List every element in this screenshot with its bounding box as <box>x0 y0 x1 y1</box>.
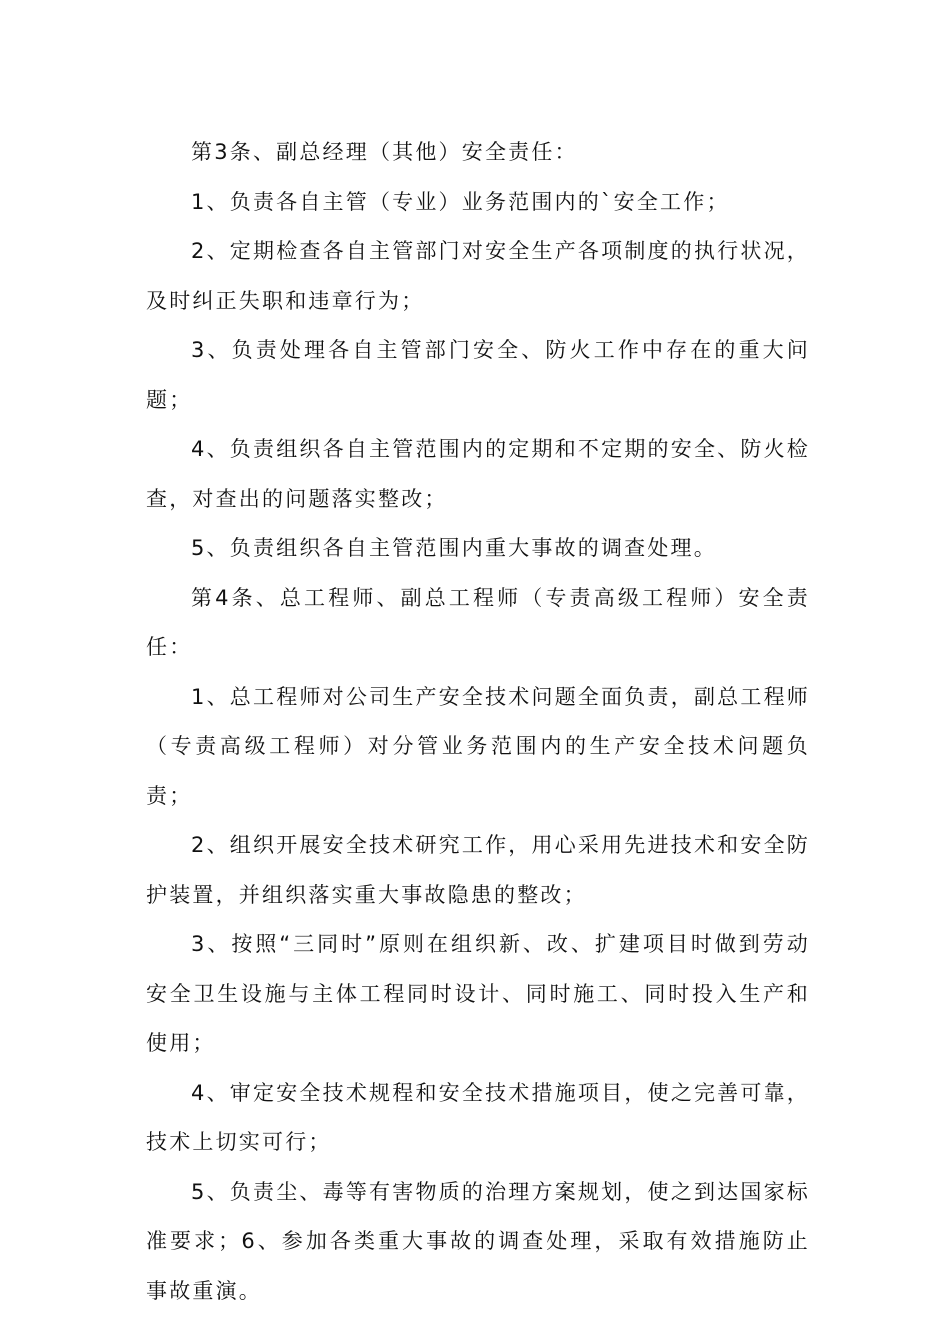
paragraph-article-3-item-4: 4、负责组织各自主管范围内的定期和不定期的安全、防火检查，对查出的问题落实整改； <box>146 437 810 511</box>
document-body <box>146 128 810 1316</box>
paragraph-article-4-item-5-6: 5、负责尘、毒等有害物质的治理方案规划，使之到达国家标准要求；6、参加各类重大事故的调查处理，采取有效措施防止事故重演。 <box>146 1179 810 1303</box>
paragraph-article-3-item-3: 3、负责处理各自主管部门安全、防火工作中存在的重大问题； <box>146 338 810 412</box>
paragraph-article-4-item-1: 1、总工程师对公司生产安全技术问题全面负责，副总工程师（专责高级工程师）对分管业务范围内的生产安全技术问题负责； <box>146 684 810 808</box>
paragraph-article-4-item-3: 3、按照“三同时”原则在组织新、改、扩建项目时做到劳动安全卫生设施与主体工程同时设计、同时施工、同时投入生产和使用； <box>146 932 810 1055</box>
paragraph-article-3-title: 第3条、副总经理（其他）安全责任： <box>191 140 578 164</box>
paragraph-article-3-item-2: 2、定期检查各自主管部门对安全生产各项制度的执行状况，及时纠正失职和违章行为； <box>146 239 810 313</box>
paragraph-article-3-item-5: 5、负责组织各自主管范围内重大事故的调查处理。 <box>191 536 717 560</box>
paragraph-article-4-title: 第4条、总工程师、副总工程师（专责高级工程师）安全责任： <box>146 585 810 659</box>
paragraph-article-4-item-2: 2、组织开展安全技术研究工作，用心采用先进技术和安全防护装置，并组织落实重大事故隐患的整改； <box>146 833 810 907</box>
paragraph-article-3-item-1: 1、负责各自主管（专业）业务范围内的`安全工作； <box>191 189 730 214</box>
paragraph-article-4-item-4: 4、审定安全技术规程和安全技术措施项目，使之完善可靠，技术上切实可行； <box>146 1080 810 1154</box>
